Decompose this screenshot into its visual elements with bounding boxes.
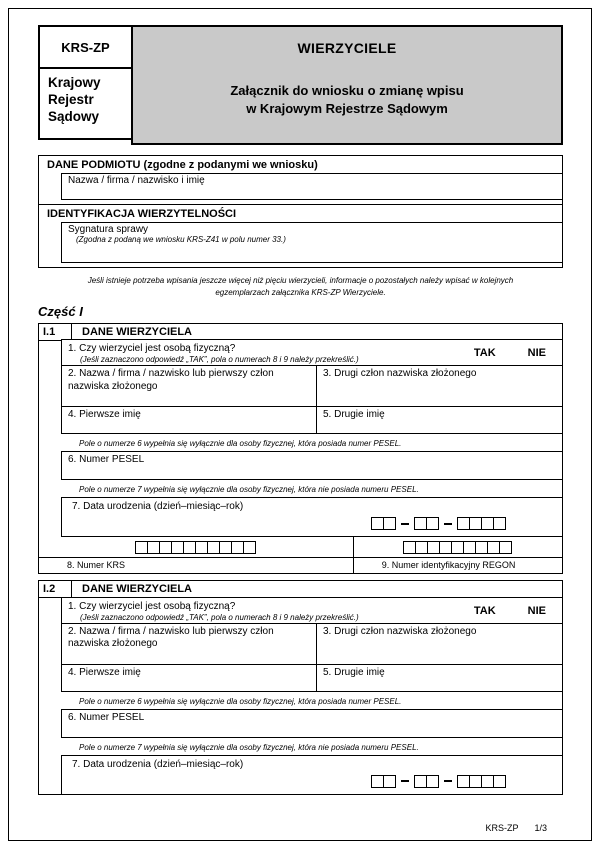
row-imiona [61,406,562,434]
krs-regon-row [39,537,562,573]
note-no-pesel: Pole o numerze 7 wypełnia się wyłącznie dla osoby fizycznej, która nie posiada numeru PESEL. [79,742,419,752]
field-drugi-czlon-label: 3. Drugi człon nazwiska złożonego [323,368,477,379]
form-subtitle-line2: w Krajowym Rejestrze Sądowym [246,101,448,117]
field-drugie-imie[interactable] [317,407,562,433]
footer-page-number: 1/3 [534,823,547,833]
field-nazwa-podmiotu-label: Nazwa / firma / nazwisko i imię [68,175,205,186]
page-footer [38,823,563,833]
field-nazwa-podmiotu-write-area[interactable] [62,186,562,199]
footer-form-code: KRS-ZP [485,823,519,833]
field-numer-krs [39,537,354,573]
note-pesel-required: Pole o numerze 6 wypełnia się wyłącznie dla osoby fizycznej, która posiada numer PESEL. [79,439,402,448]
form-title-area [131,25,563,145]
field-pierwsze-imie-label: 4. Pierwsze imię [68,409,141,420]
dane-podmiotu-heading: DANE PODMIOTU (zgodne z podanymi we wniosku) [47,159,318,171]
part-heading: Część I [38,303,83,319]
field-sygnatura-sprawy[interactable] [61,222,562,263]
section-title: DANE WIERZYCIELA [82,583,192,595]
field-sygnatura-note: (Zgodna z podaną we wniosku KRS-Z41 w polu numer 33.) [76,234,286,244]
field-nazwa-firma-label: 2. Nazwa / firma / nazwisko lub pierwszy człon nazwiska złożonego [68,625,274,649]
option-tak[interactable]: TAK [473,347,496,359]
instruction-note: Jeśli istnieje potrzeba wpisania jeszcze więcej niż pięciu wierzycieli, informacje o pozostałych należy wpisać w kolejnych egzemplarzach załącznika KRS-ZP Wierzyciele. [87,275,514,297]
row-imiona [61,664,562,692]
row-nazwa [61,623,562,665]
field-pierwsze-imie-label: 4. Pierwsze imię [68,666,141,678]
field-sygnatura-label: Sygnatura sprawy [68,223,149,235]
tak-nie-options [474,347,546,359]
field-nazwa-firma-label: 2. Nazwa / firma / nazwisko lub pierwszy człon nazwiska złożonego [68,368,274,392]
krs-digit-boxes[interactable] [39,537,353,557]
registry-name-box [38,69,133,140]
field-pierwsze-imie[interactable] [62,665,317,691]
option-nie[interactable]: NIE [527,347,546,359]
creditor-section-header [39,581,562,598]
field-numer-pesel[interactable] [61,709,562,738]
field-pierwsze-imie[interactable] [62,407,317,433]
registry-name-label: Krajowy Rejestr Sądowy [48,75,101,124]
form-content [38,25,563,795]
form-code-box [38,25,133,69]
field-data-urodzenia[interactable] [61,755,562,795]
form-subtitle [133,82,561,118]
field-drugi-czlon-label: 3. Drugi człon nazwiska złożonego [323,625,477,637]
question-note: (Jeśli zaznaczono odpowiedź „TAK”, pola o numerach 8 i 9 należy przekreślić.) [80,355,359,364]
field-numer-pesel-label: 6. Numer PESEL [68,711,145,723]
field-sygnatura-write-area[interactable] [62,244,562,262]
section-number: I.1 [39,324,72,340]
field-nazwa-firma[interactable] [62,366,317,406]
row-nazwa [61,365,562,407]
option-tak[interactable]: TAK [473,604,496,617]
form-subtitle-line1: Załącznik do wniosku o zmianę wpisu [230,83,464,98]
field-numer-pesel[interactable] [61,451,562,480]
option-nie[interactable]: NIE [527,604,546,617]
section-number: I.2 [39,581,72,597]
tak-nie-options [474,605,546,617]
date-digit-boxes[interactable] [371,517,506,530]
date-digit-boxes[interactable] [371,775,506,788]
field-nazwa-firma[interactable] [62,624,317,664]
field-regon-label: 9. Numer identyfikacyjny REGON [354,557,562,573]
form-title: WIERZYCIELE [297,40,397,56]
question-label: 1. Czy wierzyciel jest osobą fizyczną? [68,343,236,354]
note-no-pesel: Pole o numerze 7 wypełnia się wyłącznie dla osoby fizycznej, która nie posiada numeru PESEL. [79,485,419,494]
question-label: 1. Czy wierzyciel jest osobą fizyczną? [68,600,236,612]
field-data-urodzenia[interactable] [61,497,562,537]
creditor-section-header [39,324,562,341]
creditor-section-i2 [38,580,563,795]
identyfikacja-heading: IDENTYFIKACJA WIERZYTELNOŚCI [47,207,237,220]
field-drugie-imie-label: 5. Drugie imię [323,666,385,678]
field-osoba-fizyczna [61,597,562,624]
creditor-section-i1 [38,323,563,575]
identyfikacja-section [38,204,563,268]
note-pesel-required: Pole o numerze 6 wypełnia się wyłącznie dla osoby fizycznej, która posiada numer PESEL. [79,696,402,706]
header-left-column [38,25,133,140]
field-drugie-imie-label: 5. Drugie imię [323,409,385,420]
field-osoba-fizyczna [61,339,562,366]
field-drugi-czlon[interactable] [317,624,562,664]
field-numer-pesel-label: 6. Numer PESEL [68,454,145,465]
dane-podmiotu-section [38,155,563,205]
field-regon [354,537,562,573]
field-drugie-imie[interactable] [317,665,562,691]
field-numer-krs-label: 8. Numer KRS [39,557,353,573]
field-nazwa-podmiotu[interactable] [61,173,562,200]
regon-digit-boxes[interactable] [354,537,562,557]
question-note: (Jeśli zaznaczono odpowiedź „TAK”, pola o numerach 8 i 9 należy przekreślić.) [80,612,359,622]
field-data-urodzenia-label: 7. Data urodzenia (dzień–miesiąc–rok) [72,758,244,770]
form-code-label: KRS-ZP [61,39,110,55]
form-header [38,25,563,145]
field-data-urodzenia-label: 7. Data urodzenia (dzień–miesiąc–rok) [72,501,244,512]
section-title: DANE WIERZYCIELA [82,325,192,338]
field-drugi-czlon[interactable] [317,366,562,406]
